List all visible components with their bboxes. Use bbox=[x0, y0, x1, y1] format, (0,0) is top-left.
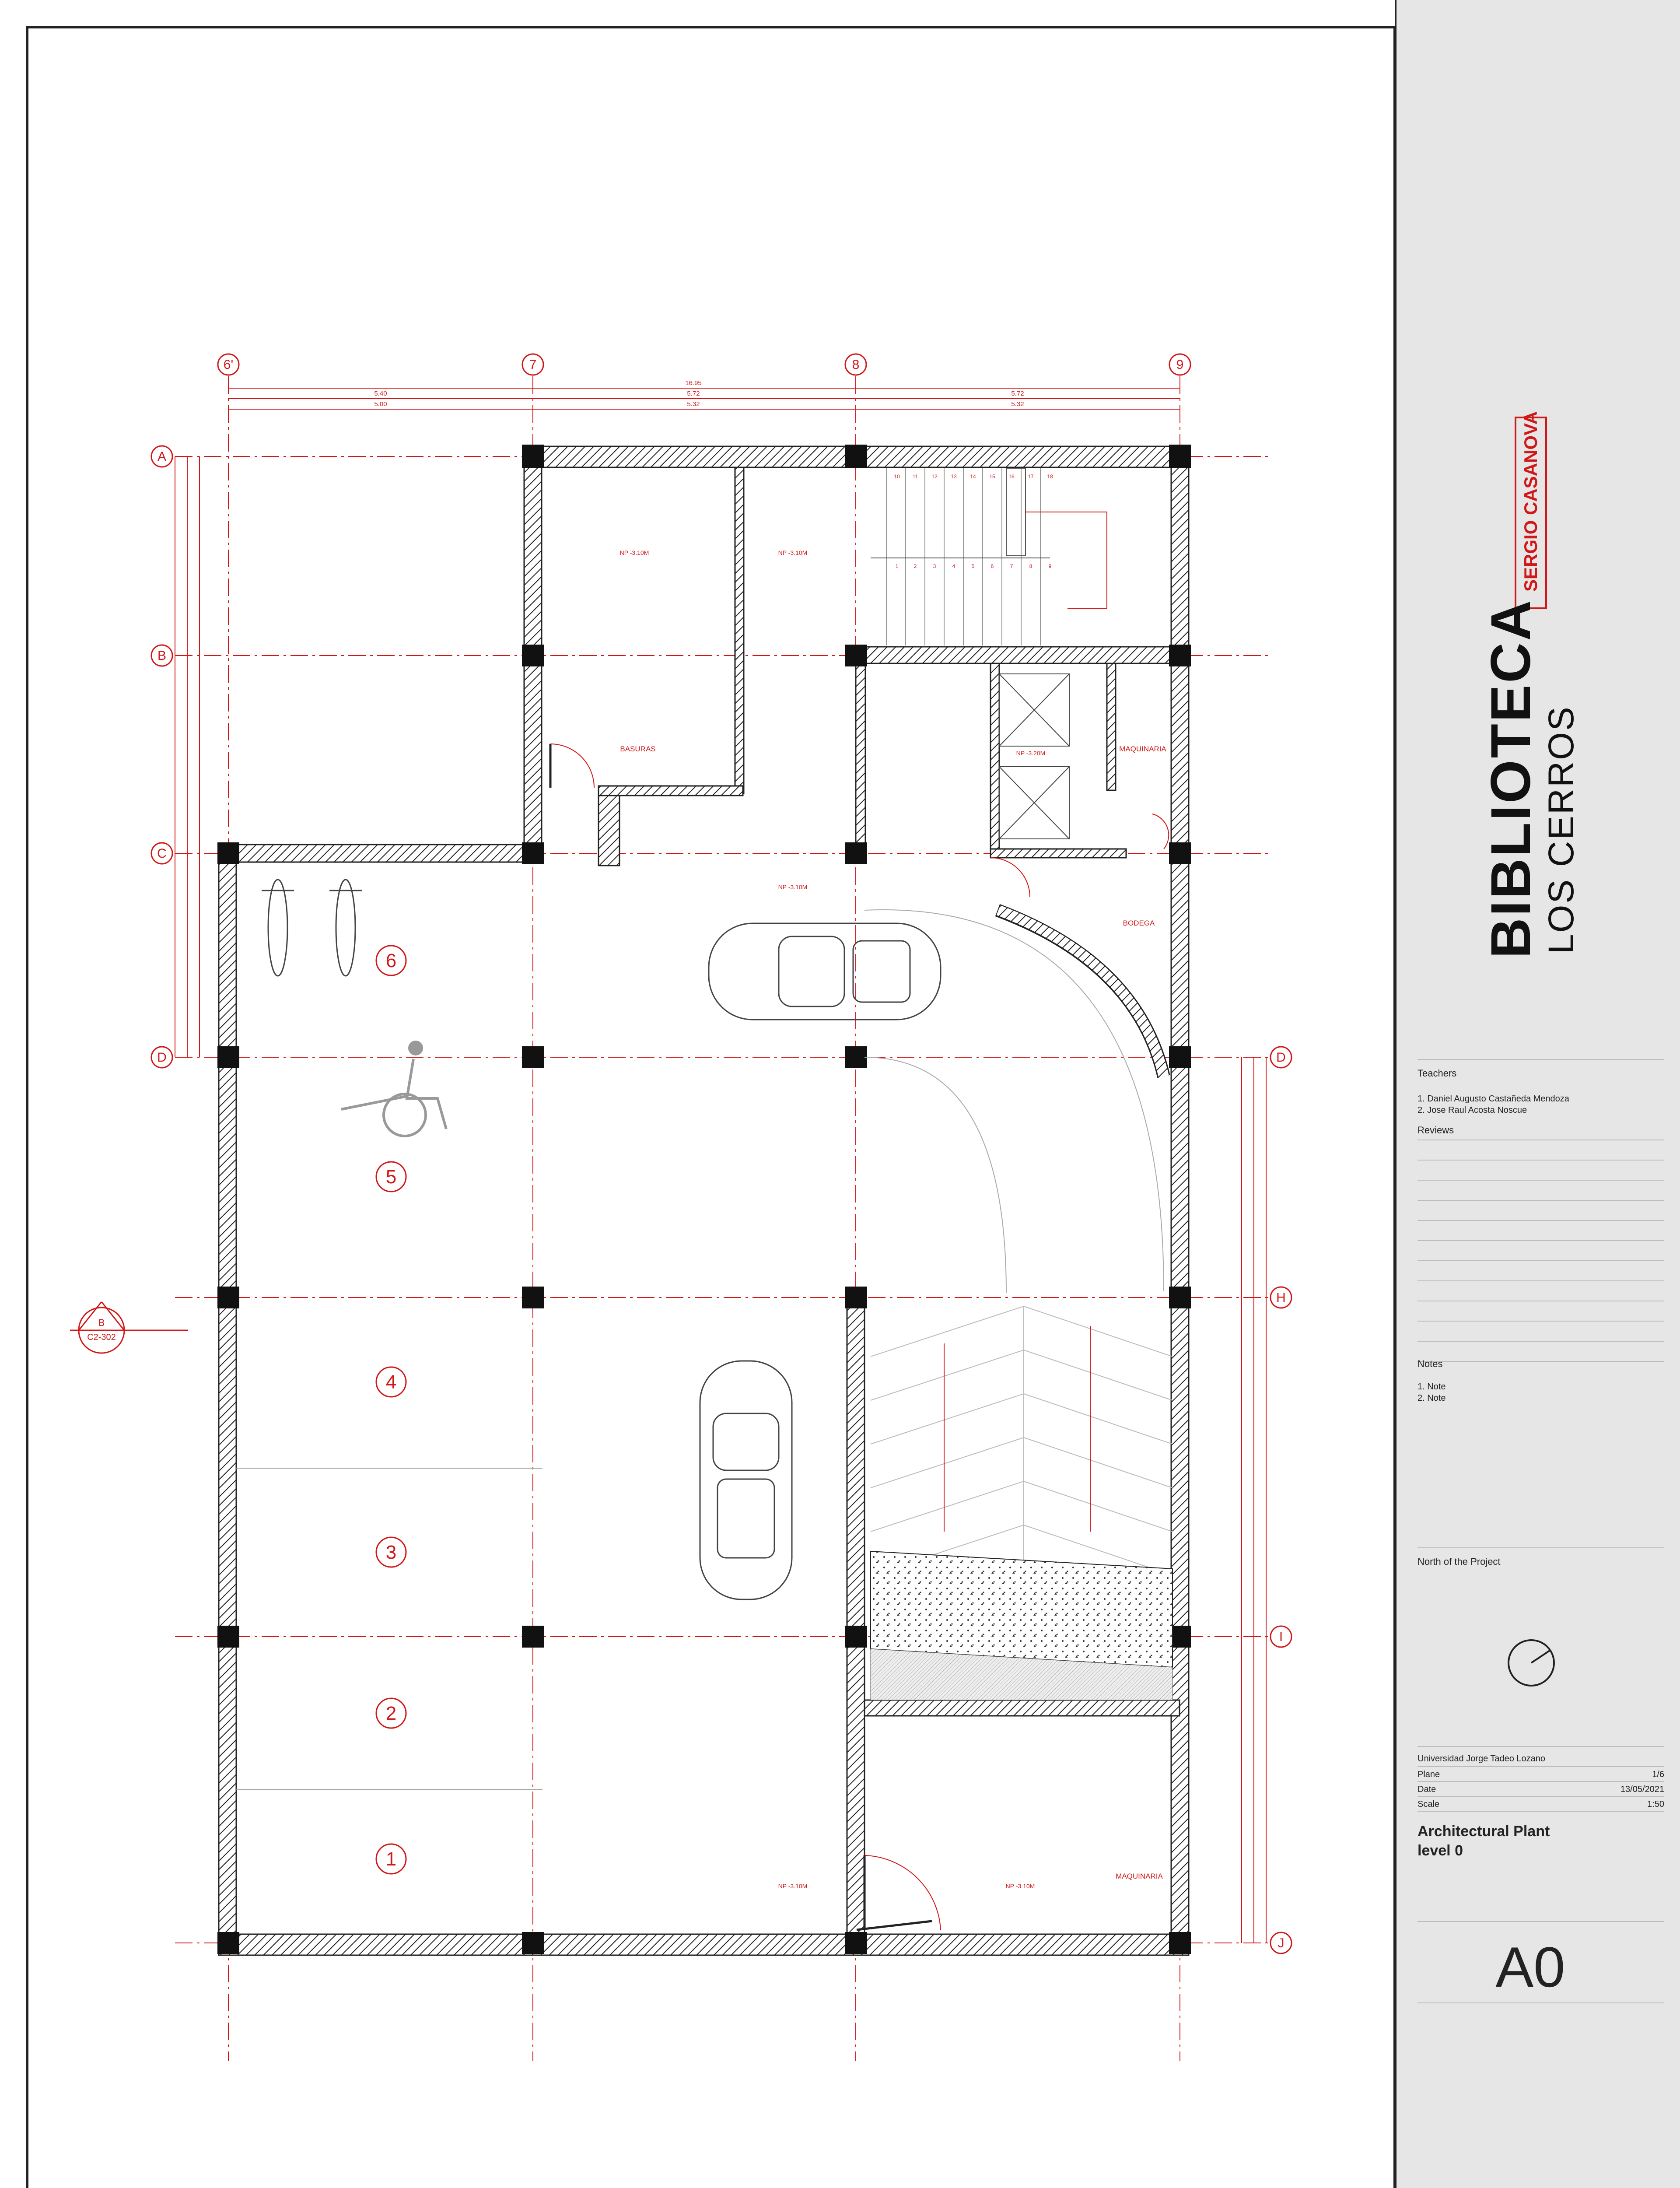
grid-row-label: H bbox=[1276, 1290, 1286, 1305]
plan-title-line1: Architectural Plant bbox=[1418, 1823, 1550, 1840]
stair-step-numbers bbox=[894, 473, 1053, 569]
stair-step-number: 15 bbox=[989, 473, 995, 480]
parking-bay-numbers bbox=[386, 950, 396, 1870]
stair-step-number: 10 bbox=[894, 473, 900, 480]
grid-row-label: I bbox=[1279, 1630, 1283, 1644]
accessible-parking-icon bbox=[341, 1042, 446, 1136]
sheet-code: A0 bbox=[1495, 1935, 1565, 1999]
stair-step-number: 7 bbox=[1010, 563, 1013, 569]
room-label: BODEGA bbox=[1123, 919, 1155, 927]
floor-level-label: NP -3.10M bbox=[1005, 1883, 1035, 1890]
parking-bay-number: 4 bbox=[385, 1371, 397, 1393]
teacher-item: 1. Daniel Augusto Castañeda Mendoza bbox=[1418, 1094, 1569, 1104]
upper-stair bbox=[871, 468, 1050, 645]
stair-arrow bbox=[1026, 512, 1107, 608]
room-label: BASURAS bbox=[620, 745, 656, 753]
teacher-item: 2. Jose Raul Acosta Noscue bbox=[1418, 1105, 1527, 1115]
date-value: 13/05/2021 bbox=[1620, 1785, 1664, 1794]
grid-axes bbox=[175, 376, 1269, 2061]
stair-step-number: 6 bbox=[990, 563, 994, 569]
stair-step-number: 18 bbox=[1047, 473, 1053, 480]
dimension-label: 5.72 bbox=[687, 390, 700, 397]
stair-step-number: 4 bbox=[952, 563, 956, 569]
north-heading: North of the Project bbox=[1418, 1556, 1501, 1567]
grid-row-label: D bbox=[157, 1050, 167, 1065]
grid-column-label: 7 bbox=[529, 358, 537, 372]
title-block-panel bbox=[1395, 0, 1680, 2188]
grid-column-label: 6' bbox=[223, 358, 234, 372]
dimension-label: 5.32 bbox=[687, 400, 700, 408]
dimension-labels bbox=[374, 379, 1024, 408]
stair-step-number: 3 bbox=[933, 563, 936, 569]
grid-column-label: 8 bbox=[852, 358, 860, 372]
project-title: BIBLIOTECA bbox=[1480, 598, 1542, 958]
door-leaves bbox=[550, 744, 932, 1930]
date-label: Date bbox=[1418, 1785, 1436, 1794]
stair-step-number: 8 bbox=[1029, 563, 1032, 569]
north-arrow-icon bbox=[1506, 1637, 1557, 1688]
note-item: 1. Note bbox=[1418, 1382, 1446, 1392]
floor-level-label: NP -3.20M bbox=[1016, 750, 1046, 757]
reviews-heading: Reviews bbox=[1418, 1125, 1454, 1136]
section-marker-bottom: C2-302 bbox=[87, 1332, 116, 1342]
grid-column-label: 9 bbox=[1176, 358, 1184, 372]
parking-dividers bbox=[236, 1468, 542, 1790]
dimension-label: 16.95 bbox=[685, 379, 702, 387]
stair-step-number: 12 bbox=[931, 473, 938, 480]
notes-heading: Notes bbox=[1418, 1358, 1443, 1369]
floor-level-label: NP -3.10M bbox=[778, 1883, 808, 1890]
section-marker-top: B bbox=[98, 1317, 105, 1328]
section-marker bbox=[70, 1302, 188, 1353]
plane-value: 1/6 bbox=[1652, 1770, 1664, 1779]
grid-row-label: D bbox=[1276, 1050, 1286, 1065]
ramp-arrows bbox=[944, 1326, 1090, 1532]
grid-row-label: C bbox=[157, 846, 167, 861]
walls bbox=[219, 446, 1189, 1955]
dimension-label: 5.72 bbox=[1011, 390, 1024, 397]
room-label: MAQUINARIA bbox=[1119, 745, 1166, 753]
teachers-heading: Teachers bbox=[1418, 1068, 1457, 1079]
stair-step-number: 5 bbox=[971, 563, 975, 569]
plane-label: Plane bbox=[1418, 1770, 1440, 1779]
stair-step-number: 9 bbox=[1048, 563, 1052, 569]
parking-bay-circles bbox=[376, 946, 406, 1874]
stair-step-number: 11 bbox=[912, 473, 918, 480]
stair-step-number: 16 bbox=[1008, 473, 1015, 480]
grid-row-label: A bbox=[157, 449, 167, 464]
dimension-label: 5.40 bbox=[374, 390, 387, 397]
scale-label: Scale bbox=[1418, 1799, 1440, 1809]
parking-bay-number: 3 bbox=[385, 1542, 397, 1563]
scale-value: 1:50 bbox=[1647, 1799, 1664, 1809]
floor-level-label: NP -3.10M bbox=[778, 549, 808, 556]
author-stamp bbox=[1515, 411, 1547, 609]
structural-columns bbox=[217, 445, 1191, 1954]
parking-bay-number: 1 bbox=[385, 1848, 397, 1870]
stair-step-number: 17 bbox=[1028, 473, 1034, 480]
floor-level-label: NP -3.10M bbox=[620, 549, 649, 556]
note-item: 2. Note bbox=[1418, 1393, 1446, 1403]
motorcycles bbox=[262, 880, 362, 976]
floor-level-label: NP -3.10M bbox=[778, 884, 808, 891]
grid-row-label: B bbox=[157, 649, 167, 663]
parking-bay-number: 2 bbox=[385, 1703, 397, 1724]
project-subtitle: LOS CERROS bbox=[1541, 705, 1581, 954]
stair-step-number: 1 bbox=[895, 563, 899, 569]
stair-step-number: 13 bbox=[951, 473, 957, 480]
car-outlines bbox=[700, 923, 941, 1599]
parking-bay-number: 5 bbox=[385, 1166, 397, 1188]
grid-row-label: J bbox=[1278, 1936, 1284, 1950]
stair-step-number: 2 bbox=[914, 563, 917, 569]
room-label: MAQUINARIA bbox=[1116, 1872, 1163, 1880]
dimension-label: 5.00 bbox=[374, 400, 387, 408]
dimension-label: 5.32 bbox=[1011, 400, 1024, 408]
stair-step-number: 14 bbox=[970, 473, 976, 480]
author-name: SERGIO CASANOVA bbox=[1520, 411, 1541, 592]
gravel-strip bbox=[871, 1551, 1172, 1667]
university-name: Universidad Jorge Tadeo Lozano bbox=[1418, 1754, 1546, 1764]
plan-title-line2: level 0 bbox=[1418, 1842, 1463, 1859]
parking-bay-number: 6 bbox=[385, 950, 397, 971]
